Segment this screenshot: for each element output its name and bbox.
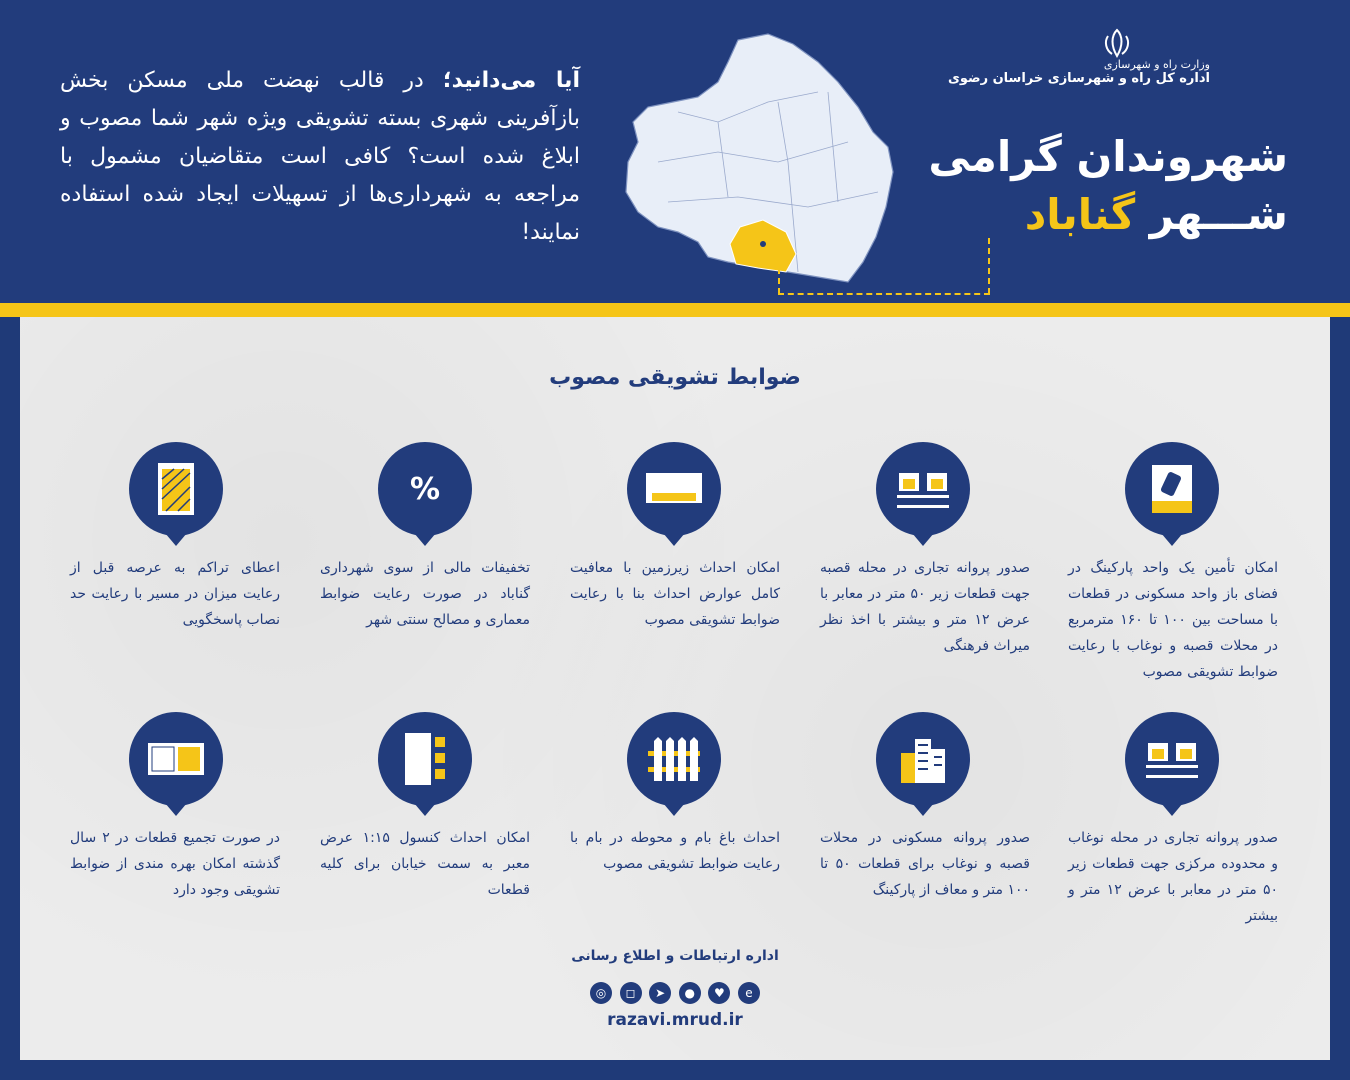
buildings-icon — [876, 712, 970, 806]
headline-line1: شهروندان گرامی — [928, 132, 1288, 181]
item-description: در صورت تجمیع قطعات در ۲ سال گذشته امکان بهره مندی از ضوابط تشویقی وجود دارد — [70, 830, 280, 898]
item-description: تخفیفات مالی از سوی شهرداری گناباد در صورت رعایت ضوابط معماری و مصالح سنتی شهر — [320, 560, 530, 628]
item-description: امکان احداث زیرزمین با معافیت کامل عوارض احداث بنا با رعایت ضوابط تشویقی مصوب — [570, 560, 780, 628]
intro-paragraph — [60, 62, 580, 252]
intro-text: در قالب نهضت ملی مسکن بخش بازآفرینی شهری بسته تشویقی ویژه شهر شما مصوب و ابلاغ شده است؟ کافی است متقاضیان مشمول با مراجعه به شهرداری‌ها از تسهیلات ایجاد شده استفاده نمایند! — [60, 68, 580, 245]
percent-icon — [378, 442, 472, 536]
headline-prefix: شـــهر — [1135, 190, 1288, 239]
emblem-icon — [1100, 26, 1134, 60]
eitaa-icon[interactable]: e — [738, 982, 760, 1004]
basement-icon — [627, 442, 721, 536]
ministry-name: وزارت راه و شهرسازی — [1103, 58, 1210, 71]
item-description: صدور پروانه مسکونی در محلات قصبه و نوغاب برای قطعات ۵۰ تا ۱۰۰ متر و معاف از پارکینگ — [820, 830, 1030, 898]
console-icon — [378, 712, 472, 806]
item-description: امکان تأمین یک واحد پارکینگ در فضای باز واحد مسکونی در قطعات با مساحت بین ۱۰۰ تا ۱۶۰ مترمربع در محلات قصبه و نوغاب با رعایت ضوابط تشویقی مصوب — [1068, 560, 1278, 680]
item-description: صدور پروانه تجاری در محله نوغاب و محدوده مرکزی جهت قطعات زیر ۵۰ متر در معابر با عرض ۱۲ متر و بیشتر — [1068, 830, 1279, 924]
ministry-logo-text — [948, 58, 1210, 86]
item-description: اعطای تراکم به عرصه قبل از رعایت میزان در مسیر با رعایت حد نصاب پاسخگویی — [70, 560, 280, 628]
map-connector-left — [778, 258, 780, 294]
item-description: صدور پروانه تجاری در محله قصبه جهت قطعات زیر ۵۰ متر در معابر با عرض ۱۲ متر و بیشتر با اخذ نظر میراث فرهنگی — [820, 560, 1030, 654]
footer-org-name: اداره ارتباطات و اطلاع رسانی — [571, 948, 779, 964]
density-icon — [129, 442, 223, 536]
fence-icon — [627, 712, 721, 806]
bale-icon[interactable]: ♥ — [708, 982, 730, 1004]
map-connector-horizontal — [778, 293, 990, 295]
city-name: گناباد — [1024, 190, 1136, 239]
province-map — [618, 32, 898, 292]
section-title: ضوابط تشویقی مصوب — [549, 365, 801, 390]
department-name: اداره کل راه و شهرسازی خراسان رضوی — [947, 71, 1210, 86]
svg-text:%: % — [409, 472, 441, 507]
merge-plots-icon — [129, 712, 223, 806]
map-connector-right — [988, 238, 990, 294]
website-link[interactable]: razavi.mrud.ir — [607, 1010, 743, 1030]
soroush-icon[interactable]: ● — [679, 982, 701, 1004]
intro-bold: آیا می‌دانید؛ — [442, 68, 580, 93]
web-icon[interactable]: ◎ — [590, 982, 612, 1004]
headline-line2 — [1025, 190, 1288, 239]
shops-icon — [876, 442, 970, 536]
item-description: امکان احداث کنسول ۱:۱۵ عرض معبر به سمت خیابان برای کلیه قطعات — [320, 830, 530, 898]
item-description: احداث باغ بام و محوطه در بام با رعایت ضوابط تشویقی مصوب — [570, 830, 780, 872]
telegram-icon[interactable]: ➤ — [649, 982, 671, 1004]
shops-icon — [1125, 712, 1219, 806]
social-links — [590, 982, 760, 1008]
yellow-stripe — [0, 303, 1350, 317]
parking-car-icon — [1125, 442, 1219, 536]
instagram-icon[interactable]: ◻ — [620, 982, 642, 1004]
